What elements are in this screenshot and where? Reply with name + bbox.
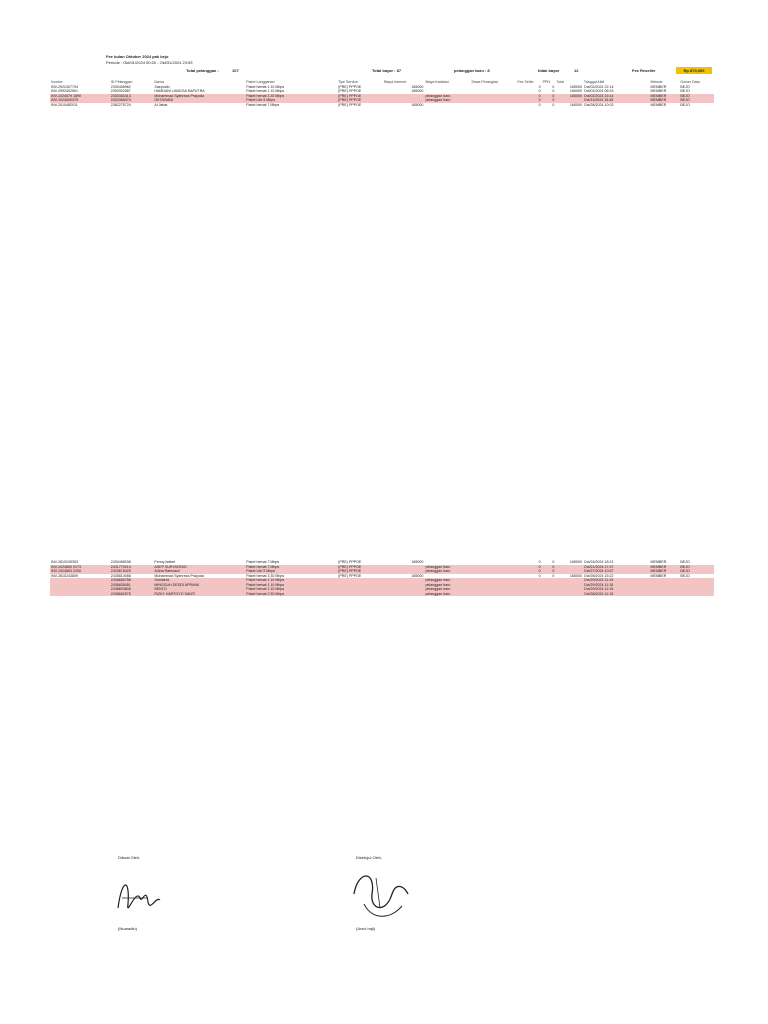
cell-tipe: (PRE) PPPOE bbox=[338, 89, 362, 93]
cell-tgl: Oct/29/2024 11:15 bbox=[583, 578, 650, 583]
cell-ppn: 0 bbox=[552, 573, 555, 578]
cell-paket: Paket hemat 1 10 Mbps bbox=[246, 89, 285, 93]
cell-metode bbox=[650, 592, 680, 597]
cell-biaya bbox=[383, 592, 424, 597]
summary-row bbox=[0, 68, 768, 74]
cell-metode: MEMBER bbox=[650, 565, 680, 570]
column-header: Nama bbox=[154, 80, 164, 84]
column-header: Owner Data bbox=[680, 80, 700, 84]
cell-tgl: Oct/28/2024 11:15 bbox=[583, 592, 650, 597]
cell-tgl: Oct/28/2024 10:03 bbox=[583, 102, 614, 107]
cell-tgl: Oct/27/2024 10:57 bbox=[583, 569, 650, 574]
cell-nama: RIZKY HARTOYO SANTI bbox=[153, 592, 245, 597]
cell-tipe: (PRE) PPPOE bbox=[337, 98, 383, 103]
cell-sewa bbox=[470, 592, 516, 597]
cell-invoice: INV-1024579 1890 bbox=[50, 94, 110, 99]
cell-total: 165000 bbox=[569, 89, 582, 93]
cell-tipe: (PRE) PPPOE bbox=[338, 560, 362, 564]
column-header: Fee Seller bbox=[517, 80, 534, 84]
cell-inst: pelanggan baru bbox=[424, 587, 470, 592]
cell-paket: Paket hemat 3 30 Mbps bbox=[245, 592, 337, 597]
cell-tgl: Oct/28/2024 15:22 bbox=[583, 573, 614, 578]
cell-nama: Saepudin bbox=[154, 84, 170, 89]
cell-tipe: (PRE) PPPOE bbox=[337, 569, 383, 574]
cell-owner bbox=[679, 592, 714, 597]
cell-metode: MEMBER bbox=[650, 98, 680, 103]
cell-fee: 0 bbox=[538, 102, 541, 107]
cell-nama: Al Jabar bbox=[154, 102, 168, 107]
cell-nama: MINGGUH DEDDI APRIANI bbox=[153, 583, 245, 588]
column-header: Biaya Instalasi bbox=[425, 80, 449, 84]
cell-id: 2436603605 bbox=[110, 587, 154, 592]
cell-id: 2382275724 bbox=[110, 102, 131, 107]
total-pelanggan-label: Total pelanggan : bbox=[186, 68, 219, 73]
cell-ppn bbox=[542, 592, 556, 597]
cell-inst: pelanggan baru bbox=[424, 583, 470, 588]
cell-owner: BEJO bbox=[680, 102, 690, 107]
dibuat-oleh-name: (Nuaradin) bbox=[118, 926, 137, 931]
table-row bbox=[50, 592, 714, 597]
cell-invoice: INV-2810245393 bbox=[51, 560, 78, 564]
column-header: Invoice bbox=[51, 80, 63, 84]
cell-inst: pelanggan baru bbox=[424, 578, 470, 583]
cell-owner: BEJO bbox=[679, 565, 714, 570]
cell-id: 2435814088 bbox=[110, 573, 131, 578]
column-header: Tipe Service bbox=[338, 80, 358, 84]
cell-tgl: Oct/02/2024 22:14 bbox=[583, 84, 614, 89]
cell-total: 165000 bbox=[569, 84, 582, 89]
column-header: Tanggal Aktif bbox=[583, 80, 605, 84]
cell-invoice bbox=[50, 592, 110, 597]
cell-ppn: 0 bbox=[542, 569, 556, 574]
cell-ppn: 0 bbox=[552, 560, 555, 564]
cell-paket: Paket hemat 7 Mbps bbox=[246, 560, 280, 564]
column-header: Total bbox=[556, 80, 564, 84]
column-header: Biaya Internet bbox=[384, 80, 407, 84]
cell-invoice: INV-2810243809 bbox=[51, 573, 78, 578]
cell-metode: MEMBER bbox=[650, 573, 667, 578]
cell-fee: 0 bbox=[538, 84, 541, 89]
cell-biaya: 165000 bbox=[411, 89, 424, 93]
cell-metode: MEMBER bbox=[650, 94, 680, 99]
cell-invoice: INV-1024000479 bbox=[50, 98, 110, 103]
cell-inst: pelanggan baru bbox=[424, 592, 470, 597]
cell-fee bbox=[516, 592, 541, 597]
cell-total: 165000 bbox=[569, 102, 582, 107]
cell-paket: Paket hemat 1 10 Mbps bbox=[245, 583, 337, 588]
cell-tgl: Oct/21/2024 17:37 bbox=[583, 565, 650, 570]
fee-reseller-label: Fee Reseller bbox=[632, 68, 656, 73]
cell-id: 2436665758 bbox=[110, 578, 154, 583]
cell-tipe bbox=[337, 592, 383, 597]
cell-nama: Sumiarra bbox=[153, 578, 245, 583]
cell-paket: Paket hemat 3 30 Mbps bbox=[245, 94, 337, 99]
cell-id: 2392002567 bbox=[110, 89, 131, 93]
cell-ppn: 0 bbox=[542, 94, 556, 99]
cell-invoice: INV-1024800 0173 bbox=[50, 565, 110, 570]
cell-tgl: Oct/01/2024 06:33 bbox=[583, 89, 614, 93]
cell-paket: Paket hemat 7 Mbps bbox=[245, 565, 337, 570]
cell-nama: Adina Rahmawi bbox=[153, 569, 245, 574]
disetujui-oleh-label: Disetujui Oleh, bbox=[356, 855, 383, 860]
column-header: PPN bbox=[542, 80, 550, 84]
cell-paket: Paket hemat 3 30 Mbps bbox=[246, 573, 285, 578]
cell-fee: 0 bbox=[516, 565, 541, 570]
column-header: Sewa Perangkat bbox=[471, 80, 498, 84]
cell-owner: BEJO bbox=[680, 560, 690, 564]
fee-reseller-total: Rp 870,000 bbox=[676, 67, 712, 74]
cell-ppn: 0 bbox=[552, 89, 555, 93]
cell-fee: 0 bbox=[538, 560, 541, 564]
cell-tipe: (PRE) PPPOE bbox=[338, 573, 362, 578]
cell-id: 2430383413 bbox=[110, 94, 154, 99]
cell-owner: BEJO bbox=[680, 84, 690, 89]
cell-fee: 0 bbox=[538, 89, 541, 93]
cell-biaya: 165000 bbox=[411, 84, 424, 89]
cell-id: 2432368474 bbox=[110, 98, 154, 103]
cell-id: 2430498036 bbox=[110, 560, 131, 564]
tidak-bayar-value: 12 bbox=[574, 68, 579, 73]
column-header: Metode bbox=[650, 80, 663, 84]
cell-tgl: Oct/29/2024 11:15 bbox=[583, 587, 650, 592]
pelanggan-baru-label: pelanggan baru : 8 bbox=[454, 68, 490, 73]
cell-nama: Muhammad Syahreza Prayoda bbox=[153, 94, 245, 99]
table-row bbox=[50, 103, 714, 108]
right-signature-icon bbox=[346, 864, 416, 926]
total-bayar-label: Total bayar : 87 bbox=[372, 68, 402, 73]
column-header: ID Pelanggan bbox=[110, 80, 133, 84]
cell-biaya: 165000 bbox=[411, 573, 424, 578]
cell-metode: MEMBER bbox=[650, 560, 667, 564]
cell-total: 165000 bbox=[569, 573, 582, 578]
cell-nama: ASEP SURYANTAG bbox=[153, 565, 245, 570]
cell-ppn: 0 bbox=[542, 98, 556, 103]
dibuat-oleh-label: Dibuat Oleh, bbox=[118, 855, 141, 860]
cell-owner: BEJO bbox=[679, 569, 714, 574]
cell-tgl: Oct/02/2024 15:14 bbox=[583, 94, 650, 99]
column-header: Paket Langganan bbox=[246, 80, 275, 84]
cell-inst: pelanggan baru bbox=[424, 98, 470, 103]
cell-id: 2431779214 bbox=[110, 565, 154, 570]
report-title: Fee bulan Oktober 2024 pak bejo bbox=[106, 54, 169, 59]
cell-fee: 0 bbox=[516, 98, 541, 103]
cell-paket: Paket hemat 1 10 Mbps bbox=[246, 84, 285, 89]
cell-total: 165000 bbox=[555, 94, 583, 99]
cell-total: 165000 bbox=[569, 560, 582, 564]
cell-tipe: (PRE) PPPOE bbox=[337, 565, 383, 570]
cell-paket: Paket hemat 1 10 Mbps bbox=[245, 578, 337, 583]
cell-owner: BEJO bbox=[680, 89, 690, 93]
cell-biaya: 165000 bbox=[411, 102, 424, 107]
cell-tipe: (PRE) PPPOE bbox=[338, 84, 362, 89]
cell-tgl: Oct/11/2024 15:48 bbox=[583, 98, 650, 103]
cell-inst bbox=[424, 103, 470, 108]
cell-ppn: 0 bbox=[542, 565, 556, 570]
cell-nama: HAMDANI LANGGA SAPUTRA bbox=[154, 89, 205, 93]
cell-owner: BEJO bbox=[680, 573, 690, 578]
cell-id: 2436828451 bbox=[110, 583, 154, 588]
cell-inst: pelanggan baru bbox=[424, 569, 470, 574]
tidak-bayar-label: tidak bayar bbox=[538, 68, 560, 73]
cell-invoice: INV-2922407794 bbox=[51, 84, 78, 89]
cell-id: 2433678425 bbox=[110, 569, 154, 574]
customer-table-bottom bbox=[50, 560, 714, 596]
cell-metode: MEMBER bbox=[650, 569, 680, 574]
cell-paket: Paket hemat 1 10 Mbps bbox=[245, 587, 337, 592]
cell-paket: Paket Lite 5 Mbps bbox=[245, 569, 337, 574]
total-pelanggan-value: 107 bbox=[232, 68, 239, 73]
cell-metode: MEMBER bbox=[650, 89, 667, 93]
cell-nama: BENTO bbox=[153, 587, 245, 592]
cell-tgl: Oct/24/2024 18:21 bbox=[583, 560, 614, 564]
cell-nama: Fenny Isabet bbox=[154, 560, 176, 564]
cell-total bbox=[555, 592, 583, 597]
cell-invoice: INV-2010482011 bbox=[51, 102, 78, 107]
cell-nama: Muhammad Syahreza Prayoda bbox=[154, 573, 204, 578]
cell-biaya: 165000 bbox=[411, 560, 424, 564]
cell-ppn: 0 bbox=[552, 84, 555, 89]
cell-tgl: Oct/29/2024 11:15 bbox=[583, 583, 650, 588]
cell-metode: MEMBER bbox=[650, 84, 667, 89]
report-period: Periode : Okt/01/2024 00:00 - Okt/31/2024 23:59 bbox=[106, 60, 193, 65]
cell-invoice: INV-2992402561 bbox=[51, 89, 78, 93]
cell-paket: Paket Lite 5 Mbps bbox=[245, 98, 337, 103]
cell-fee: 0 bbox=[516, 94, 541, 99]
cell-inst: pelanggan baru bbox=[424, 565, 470, 570]
cell-metode: MEMBER bbox=[650, 102, 667, 107]
cell-nama: OKTAVIANI bbox=[153, 98, 245, 103]
cell-paket: Paket hemat 7 Mbps bbox=[246, 102, 280, 107]
cell-id: 2436662575 bbox=[110, 592, 154, 597]
cell-id: 2330406962 bbox=[110, 84, 131, 89]
cell-inst: pelanggan baru bbox=[424, 94, 470, 99]
cell-invoice: INV-1024663 2250 bbox=[50, 569, 110, 574]
cell-owner: BEJO bbox=[679, 98, 714, 103]
customer-table-top bbox=[50, 80, 714, 107]
cell-fee: 0 bbox=[538, 573, 541, 578]
disetujui-oleh-name: (Avrul naji) bbox=[356, 926, 376, 931]
cell-tipe: (PRE) PPPOE bbox=[337, 94, 383, 99]
cell-fee: 0 bbox=[516, 569, 541, 574]
cell-sewa bbox=[470, 103, 516, 108]
cell-owner: BEJO bbox=[679, 94, 714, 99]
cell-ppn: 0 bbox=[552, 102, 555, 107]
left-signature-icon bbox=[108, 868, 168, 928]
cell-tipe: (PRE) PPPOE bbox=[338, 102, 362, 107]
